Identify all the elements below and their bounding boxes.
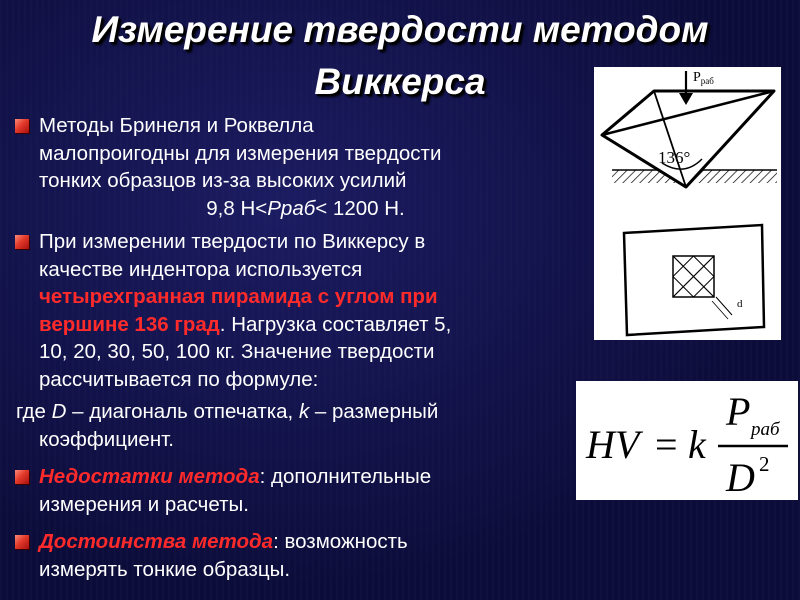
formula-hv: HV xyxy=(586,422,640,467)
load-range-prefix: 9,8 Н< xyxy=(206,196,268,220)
diagonal-label: d xyxy=(737,298,743,310)
highlight-angle: вершине 136 град xyxy=(39,312,220,336)
bullet-disadvantages xyxy=(12,463,572,518)
text-line: Методы Бринеля и Роквелла xyxy=(39,114,314,137)
specimen-top-view xyxy=(624,225,764,335)
formula-k: k xyxy=(688,422,706,467)
formula-equals: = xyxy=(655,422,678,467)
text-line: 10, 20, 30, 50, 100 кг. Значение твердости xyxy=(39,340,435,363)
text-line xyxy=(39,528,572,556)
text-fragment: – размерный xyxy=(309,400,439,423)
text-line: измерять тонкие образцы. xyxy=(39,557,291,581)
formula-svg xyxy=(576,381,798,500)
force-label: $P_{раб}$ xyxy=(693,70,714,86)
text-line: тонких образцов из-за высоких усилий xyxy=(39,169,407,192)
text-line: малопроигодны для измерения твердости xyxy=(39,141,442,165)
formula-explanation-line2: коэффициент. xyxy=(39,427,174,451)
text-line xyxy=(39,463,572,491)
angle-label: 136° xyxy=(658,148,691,167)
text-fragment: : возможность xyxy=(273,530,408,553)
slide-title-line1: Измерение твердости методом xyxy=(91,9,709,50)
load-range-variable: Pраб xyxy=(267,196,316,220)
vickers-hardness-formula xyxy=(576,381,798,500)
red-square-bullet-icon xyxy=(15,470,29,484)
text-fragment: : дополнительные xyxy=(259,465,432,488)
load-range-suffix: < 1200 Н. xyxy=(315,196,405,220)
text-fragment: . Нагрузка составляет 5, xyxy=(219,312,452,336)
load-range xyxy=(12,195,572,223)
text-line: рассчитывается по формуле: xyxy=(39,367,319,391)
highlight-advantages: Достоинства метода xyxy=(39,530,274,553)
formula-denominator: D xyxy=(726,455,755,500)
indenter-diagram-svg xyxy=(594,67,781,340)
text-line xyxy=(39,311,572,339)
red-square-bullet-icon xyxy=(15,119,29,133)
vickers-indenter-diagram xyxy=(594,67,781,340)
slide-content xyxy=(12,112,572,583)
red-square-bullet-icon xyxy=(15,535,29,549)
text-line: измерения и расчеты. xyxy=(39,492,249,516)
formula-numerator: P xyxy=(726,389,751,434)
highlight-pyramid: четырехгранная пирамида с углом при xyxy=(39,285,438,308)
text-line: При измерении твердости по Виккерсу в xyxy=(39,230,426,253)
highlight-disadvantages: Недостатки метода xyxy=(39,465,260,488)
variable-d: D xyxy=(51,400,67,423)
formula-explanation xyxy=(12,398,572,426)
bullet-advantages xyxy=(12,528,572,583)
bullet-brinell-rockwell xyxy=(12,112,572,195)
slide-title-line2: Виккерса xyxy=(314,61,486,102)
red-square-bullet-icon xyxy=(15,235,29,249)
variable-k: k xyxy=(298,400,310,423)
text-line: качестве индентора используется xyxy=(39,257,363,281)
bullet-vickers-indenter xyxy=(12,228,572,393)
formula-denominator-exponent: 2 xyxy=(759,452,770,476)
formula-numerator-subscript: раб xyxy=(751,419,780,440)
text-fragment: – диагональ отпечатка, xyxy=(66,400,299,423)
text-fragment: где xyxy=(16,400,52,423)
